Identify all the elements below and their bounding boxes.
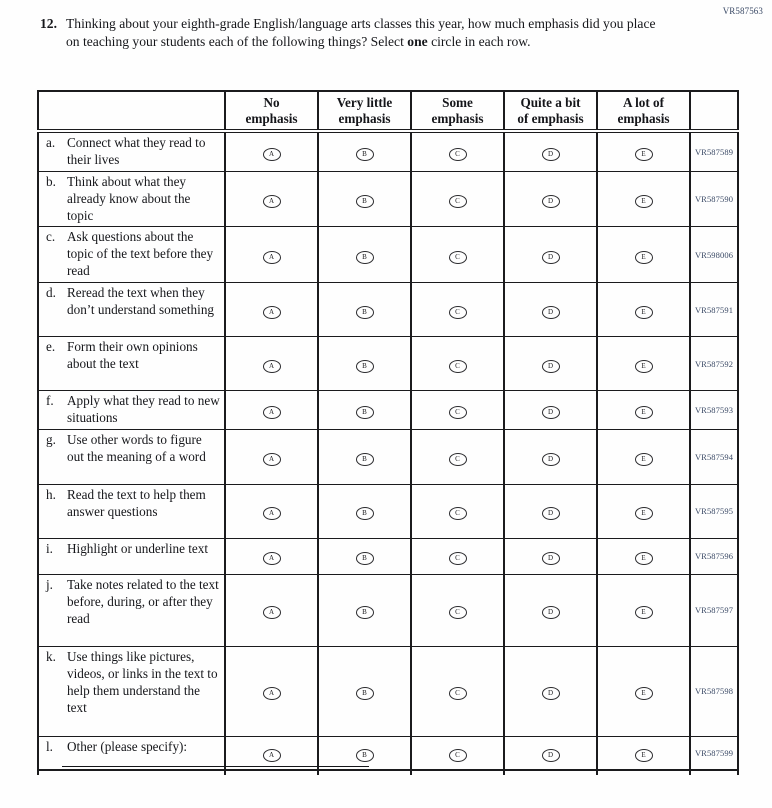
row-letter: k. <box>46 648 56 664</box>
row-code-cell <box>690 391 738 430</box>
answer-bubble-b-c[interactable]: C <box>449 195 467 208</box>
answer-cell <box>504 337 597 391</box>
table-row <box>38 337 738 391</box>
row-label-cell <box>38 574 225 646</box>
cutoff-cell <box>318 770 411 775</box>
answer-bubble-g-d[interactable]: D <box>542 453 560 466</box>
answer-cell <box>318 574 411 646</box>
answer-bubble-d-e[interactable]: E <box>635 306 653 319</box>
cutoff-cell <box>225 770 318 775</box>
column-header-line1: Some <box>442 94 473 110</box>
answer-bubble-k-a[interactable]: A <box>263 687 281 700</box>
answer-bubble-i-b[interactable]: B <box>356 552 374 565</box>
question-text <box>66 15 662 51</box>
row-code-cell <box>690 337 738 391</box>
row-label-cell <box>38 227 225 283</box>
answer-cell <box>225 131 318 171</box>
answer-bubble-c-d[interactable]: D <box>542 251 560 264</box>
cutoff-cell <box>597 770 690 775</box>
question-text-part1: Thinking about your eighth-grade English/language arts classes this year, how much emphasis did you place on teaching your students each of the following things? Select <box>66 16 656 50</box>
answer-bubble-l-a[interactable]: A <box>263 749 281 762</box>
cutoff-cell <box>690 770 738 775</box>
answer-bubble-b-b[interactable]: B <box>356 195 374 208</box>
row-text: Form their own opinions about the text <box>67 339 198 372</box>
row-letter: f. <box>46 393 54 409</box>
answer-bubble-i-a[interactable]: A <box>263 552 281 565</box>
row-label-cell <box>38 484 225 538</box>
answer-cell <box>318 538 411 574</box>
answer-cell <box>504 574 597 646</box>
answer-cell <box>318 337 411 391</box>
answer-cell <box>411 391 504 430</box>
answer-bubble-b-e[interactable]: E <box>635 195 653 208</box>
answer-bubble-a-a[interactable]: A <box>263 148 281 161</box>
row-label <box>46 135 220 169</box>
table-row <box>38 429 738 484</box>
row-letter: e. <box>46 339 56 355</box>
answer-cell <box>597 538 690 574</box>
answer-bubble-e-c[interactable]: C <box>449 360 467 373</box>
table-row <box>38 574 738 646</box>
question-text-part2: circle in each row. <box>427 34 531 50</box>
row-text: Connect what they read to their lives <box>67 135 206 167</box>
answer-cell <box>411 736 504 770</box>
answer-cell <box>597 131 690 171</box>
row-letter: i. <box>46 540 53 556</box>
answer-bubble-g-e[interactable]: E <box>635 453 653 466</box>
row-code-cell <box>690 227 738 283</box>
row-text: Ask questions about the topic of the text before they read <box>67 229 214 279</box>
answer-cell <box>225 484 318 538</box>
row-code-cell <box>690 283 738 337</box>
answer-bubble-j-c[interactable]: C <box>449 606 467 619</box>
cutoff-cell <box>411 770 504 775</box>
answer-cell <box>411 171 504 227</box>
answer-bubble-d-c[interactable]: C <box>449 306 467 319</box>
row-code-cell <box>690 171 738 227</box>
row-label <box>46 541 220 558</box>
answer-bubble-g-c[interactable]: C <box>449 453 467 466</box>
row-letter: b. <box>46 173 56 189</box>
row-label-cell <box>38 283 225 337</box>
answer-bubble-i-d[interactable]: D <box>542 552 560 565</box>
answer-cell <box>411 429 504 484</box>
answer-bubble-c-a[interactable]: A <box>263 251 281 264</box>
cutoff-cell <box>38 770 225 775</box>
column-header <box>411 91 504 131</box>
row-code: VR587599 <box>694 748 734 759</box>
row-code: VR587596 <box>694 551 734 562</box>
row-label-cell <box>38 337 225 391</box>
row-label-cell <box>38 429 225 484</box>
answer-bubble-d-b[interactable]: B <box>356 306 374 319</box>
column-header <box>225 91 318 131</box>
answer-cell <box>597 227 690 283</box>
row-label-cell <box>38 131 225 171</box>
row-code: VR587593 <box>694 405 734 416</box>
column-header-line1: Very little <box>336 94 393 110</box>
answer-cell <box>597 429 690 484</box>
answer-bubble-e-d[interactable]: D <box>542 360 560 373</box>
answer-cell <box>597 574 690 646</box>
column-header-line2: emphasis <box>245 110 298 126</box>
row-label-cell <box>38 391 225 430</box>
answer-cell <box>504 538 597 574</box>
row-letter: a. <box>46 135 56 150</box>
row-label <box>46 739 220 756</box>
answer-cell <box>318 131 411 171</box>
answer-bubble-l-c[interactable]: C <box>449 749 467 762</box>
row-letter: h. <box>46 486 56 502</box>
answer-cell <box>318 391 411 430</box>
other-specify-line[interactable] <box>62 766 369 767</box>
row-code: VR587595 <box>694 506 734 517</box>
row-code-cell <box>690 646 738 736</box>
answer-cell <box>597 646 690 736</box>
answer-bubble-f-a[interactable]: A <box>263 406 281 419</box>
answer-cell <box>597 736 690 770</box>
answer-cell <box>411 484 504 538</box>
answer-bubble-k-e[interactable]: E <box>635 687 653 700</box>
row-label <box>46 285 220 319</box>
row-code-cell <box>690 131 738 171</box>
row-letter: l. <box>46 738 53 754</box>
row-text: Think about what they already know about the topic <box>67 173 191 223</box>
row-label <box>46 229 220 280</box>
answer-bubble-c-b[interactable]: B <box>356 251 374 264</box>
row-label <box>46 174 220 225</box>
table-row <box>38 283 738 337</box>
answer-bubble-g-b[interactable]: B <box>356 453 374 466</box>
answer-cell <box>318 646 411 736</box>
row-code-cell <box>690 736 738 770</box>
answer-cell <box>225 227 318 283</box>
answer-bubble-i-e[interactable]: E <box>635 552 653 565</box>
answer-bubble-b-a[interactable]: A <box>263 195 281 208</box>
row-text: Use other words to figure out the meaning of a word <box>67 431 206 464</box>
answer-cell <box>597 484 690 538</box>
answer-bubble-f-d[interactable]: D <box>542 406 560 419</box>
answer-bubble-l-b[interactable]: B <box>356 749 374 762</box>
table-row <box>38 391 738 430</box>
row-code: VR587594 <box>694 451 734 462</box>
answer-bubble-l-e[interactable]: E <box>635 749 653 762</box>
answer-cell <box>225 574 318 646</box>
row-letter: c. <box>46 229 56 245</box>
row-label-cell <box>38 736 225 770</box>
question-block <box>40 15 662 51</box>
answer-bubble-a-d[interactable]: D <box>542 148 560 161</box>
answer-cell <box>597 171 690 227</box>
answer-cell <box>318 429 411 484</box>
row-code-cell <box>690 538 738 574</box>
answer-bubble-a-e[interactable]: E <box>635 148 653 161</box>
answer-bubble-c-c[interactable]: C <box>449 251 467 264</box>
answer-cell <box>411 538 504 574</box>
row-text: Other (please specify): <box>67 738 188 754</box>
column-header-line1: Quite a bit <box>520 94 581 110</box>
answer-cell <box>225 646 318 736</box>
row-text: Use things like pictures, videos, or links in the text to help them understand the text <box>67 648 218 715</box>
answer-cell <box>504 429 597 484</box>
row-label <box>46 649 220 717</box>
answer-cell <box>411 337 504 391</box>
question-text-bold: one <box>407 34 428 50</box>
row-text: Take notes related to the text before, during, or after they read <box>67 576 219 626</box>
table-row <box>38 538 738 574</box>
answer-bubble-h-b[interactable]: B <box>356 507 374 520</box>
answer-bubble-h-d[interactable]: D <box>542 507 560 520</box>
column-header-line2: emphasis <box>617 110 670 126</box>
column-header <box>504 91 597 131</box>
cutoff-cell <box>504 770 597 775</box>
header-stub-cell <box>38 91 225 131</box>
answer-cell <box>504 171 597 227</box>
answer-cell <box>411 131 504 171</box>
row-text: Read the text to help them answer questions <box>67 486 206 519</box>
row-code: VR587598 <box>694 686 734 697</box>
answer-cell <box>411 227 504 283</box>
emphasis-matrix-table <box>37 90 739 775</box>
page-form-code: VR587563 <box>722 6 763 16</box>
answer-cell <box>318 484 411 538</box>
answer-bubble-a-b[interactable]: B <box>356 148 374 161</box>
header-code-cell <box>690 91 738 131</box>
answer-bubble-h-e[interactable]: E <box>635 507 653 520</box>
answer-bubble-a-c[interactable]: C <box>449 148 467 161</box>
answer-cell <box>504 646 597 736</box>
row-code: VR598006 <box>694 249 734 260</box>
answer-cell <box>504 391 597 430</box>
answer-cell <box>504 227 597 283</box>
row-label-cell <box>38 538 225 574</box>
answer-cell <box>318 227 411 283</box>
row-code: VR587592 <box>694 358 734 369</box>
row-label-cell <box>38 171 225 227</box>
table-row <box>38 131 738 171</box>
row-code-cell <box>690 484 738 538</box>
column-header-line1: No <box>263 94 280 110</box>
answer-cell <box>225 283 318 337</box>
answer-cell <box>318 171 411 227</box>
answer-bubble-l-d[interactable]: D <box>542 749 560 762</box>
row-letter: g. <box>46 431 56 447</box>
answer-cell <box>225 429 318 484</box>
answer-cell <box>504 131 597 171</box>
row-code-cell <box>690 574 738 646</box>
column-header-line2: of emphasis <box>517 110 584 126</box>
row-code-cell <box>690 429 738 484</box>
answer-bubble-f-c[interactable]: C <box>449 406 467 419</box>
row-label <box>46 393 220 427</box>
row-text: Reread the text when they don’t understand something <box>67 285 215 318</box>
answer-cell <box>225 337 318 391</box>
answer-bubble-j-d[interactable]: D <box>542 606 560 619</box>
answer-cell <box>411 646 504 736</box>
answer-cell <box>225 736 318 770</box>
answer-bubble-h-c[interactable]: C <box>449 507 467 520</box>
answer-cell <box>597 391 690 430</box>
answer-bubble-f-b[interactable]: B <box>356 406 374 419</box>
answer-bubble-k-b[interactable]: B <box>356 687 374 700</box>
answer-cell <box>225 391 318 430</box>
row-letter: d. <box>46 285 56 301</box>
table-row <box>38 171 738 227</box>
table-row <box>38 227 738 283</box>
answer-cell <box>504 283 597 337</box>
answer-bubble-g-a[interactable]: A <box>263 453 281 466</box>
row-text: Highlight or underline text <box>67 540 209 556</box>
answer-bubble-e-b[interactable]: B <box>356 360 374 373</box>
answer-cell <box>225 171 318 227</box>
answer-cell <box>504 484 597 538</box>
column-header <box>597 91 690 131</box>
answer-cell <box>318 283 411 337</box>
answer-bubble-k-d[interactable]: D <box>542 687 560 700</box>
answer-cell <box>504 736 597 770</box>
answer-cell <box>318 736 411 770</box>
answer-bubble-k-c[interactable]: C <box>449 687 467 700</box>
column-header-line1: A lot of <box>622 94 665 110</box>
answer-bubble-i-c[interactable]: C <box>449 552 467 565</box>
table-row <box>38 484 738 538</box>
row-letter: j. <box>46 576 53 592</box>
column-header <box>318 91 411 131</box>
answer-bubble-b-d[interactable]: D <box>542 195 560 208</box>
answer-bubble-j-b[interactable]: B <box>356 606 374 619</box>
row-code: VR587597 <box>694 605 734 616</box>
answer-cell <box>411 574 504 646</box>
answer-bubble-j-a[interactable]: A <box>263 606 281 619</box>
table-row <box>38 646 738 736</box>
table-row <box>38 736 738 770</box>
row-label-cell <box>38 646 225 736</box>
row-label <box>46 432 220 466</box>
row-label <box>46 487 220 521</box>
answer-bubble-e-a[interactable]: A <box>263 360 281 373</box>
row-code: VR587590 <box>694 194 734 205</box>
row-code: VR587591 <box>694 304 734 315</box>
answer-bubble-j-e[interactable]: E <box>635 606 653 619</box>
column-header-line2: emphasis <box>338 110 391 126</box>
answer-cell <box>597 283 690 337</box>
column-header-line2: emphasis <box>431 110 484 126</box>
answer-bubble-c-e[interactable]: E <box>635 251 653 264</box>
row-text: Apply what they read to new situations <box>67 393 220 426</box>
answer-bubble-d-d[interactable]: D <box>542 306 560 319</box>
answer-bubble-e-e[interactable]: E <box>635 360 653 373</box>
row-label <box>46 577 220 628</box>
answer-cell <box>411 283 504 337</box>
question-number: 12. <box>40 16 57 31</box>
answer-cell <box>597 337 690 391</box>
row-code: VR587589 <box>694 146 734 157</box>
answer-bubble-h-a[interactable]: A <box>263 507 281 520</box>
answer-bubble-d-a[interactable]: A <box>263 306 281 319</box>
table-header-row <box>38 91 738 131</box>
answer-bubble-f-e[interactable]: E <box>635 406 653 419</box>
cutoff-row <box>38 770 738 775</box>
row-label <box>46 339 220 373</box>
answer-cell <box>225 538 318 574</box>
